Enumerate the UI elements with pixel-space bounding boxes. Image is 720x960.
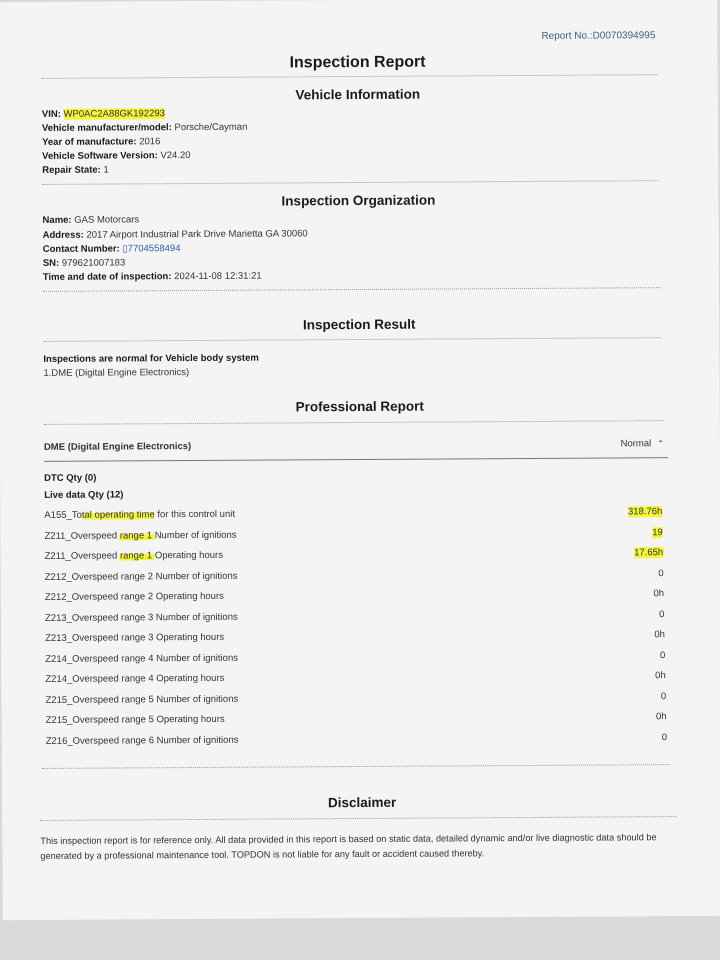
live-data-value: 0	[658, 567, 664, 579]
org-time-value: 2024-11-08 12:31:21	[174, 270, 262, 283]
live-data-row	[45, 650, 665, 665]
org-name-label: Name:	[42, 214, 72, 226]
live-data-label-rest: Number of ignitions	[154, 529, 237, 541]
live-data-row	[45, 629, 665, 644]
repair-label: Repair State:	[42, 164, 101, 176]
divider	[42, 180, 658, 185]
repair-line	[42, 165, 109, 176]
live-data-value: 0	[659, 608, 665, 620]
result-item: 1.DME (Digital Engine Electronics)	[43, 367, 190, 379]
vin-value: WP0AC2A88GK192293	[63, 108, 165, 120]
result-heading: Inspection Result	[302, 316, 416, 333]
divider	[40, 816, 676, 821]
live-data-row	[46, 732, 667, 747]
organization-heading: Inspection Organization	[281, 192, 436, 209]
software-line	[42, 150, 190, 162]
live-data-value: 0h	[655, 670, 666, 682]
org-address-label: Address:	[42, 229, 84, 241]
live-data-row	[45, 568, 664, 583]
divider	[44, 420, 664, 425]
module-status[interactable]	[621, 438, 664, 449]
live-qty	[44, 489, 123, 500]
live-data-value: 17.65h	[634, 547, 664, 559]
org-sn-label: SN:	[42, 257, 60, 269]
report-number: Report No.:D0070394995	[541, 30, 656, 42]
live-data-value: 0h	[653, 588, 665, 600]
org-address-line	[43, 228, 308, 241]
divider	[43, 337, 661, 342]
live-data-label: Z211_Overspeed	[44, 529, 120, 542]
live-data-label-rest: Operating hours	[154, 549, 223, 562]
live-data-label: Z214_Overspeed range 4 Number of ignitions	[45, 652, 239, 665]
model-value: Porsche/Cayman	[174, 121, 248, 134]
live-data-label-rest: for this control unit	[154, 508, 236, 521]
result-summary-text: Inspections are normal for Vehicle body system	[43, 352, 259, 365]
live-data-value: 318.76h	[627, 506, 663, 518]
org-name-value: GAS Motorcars	[74, 214, 140, 226]
year-value: 2016	[139, 136, 161, 148]
org-contact-label: Contact Number:	[42, 243, 120, 255]
disclaimer-text: This inspection report is for reference only. All data provided in this report is based on static data, detailed dynamic and/or live diagnostic data should be generated by a professional maintenance tool. TOPDON is not liable for any fault or accident caused thereby.	[40, 832, 657, 861]
org-sn-value: 979621007183	[61, 257, 126, 269]
live-data-row	[44, 527, 662, 542]
divider	[43, 287, 661, 292]
org-time-label: Time and date of inspection:	[42, 271, 172, 283]
live-data-row	[45, 670, 665, 685]
live-data-label: Z214_Overspeed range 4 Operating hours	[45, 672, 225, 685]
vehicle-heading: Vehicle Information	[295, 86, 421, 103]
software-value: V24.20	[160, 150, 191, 162]
live-data-value: 0h	[655, 711, 667, 723]
dtc-qty	[44, 473, 96, 484]
live-data-row	[45, 588, 664, 603]
live-data-label: Z213_Overspeed range 3 Number of ignitions	[44, 611, 238, 624]
dtc-qty-text: DTC Qty (0)	[44, 472, 97, 484]
vin-label: VIN:	[41, 108, 61, 120]
repair-value: 1	[103, 164, 109, 176]
live-data-value: 0	[660, 690, 667, 702]
result-summary	[43, 353, 258, 365]
model-label: Vehicle manufacturer/model:	[41, 122, 172, 134]
live-data-row	[45, 691, 666, 706]
live-data-row	[44, 506, 662, 521]
module-divider	[44, 457, 668, 462]
live-data-value: 0	[661, 731, 668, 743]
module-status-label: Normal	[620, 438, 652, 450]
live-data-row	[45, 547, 664, 562]
divider	[42, 74, 658, 79]
live-data-label: Z213_Overspeed range 3 Operating hours	[45, 631, 225, 644]
year-line	[42, 136, 160, 148]
live-data-label: Z216_Overspeed range 6 Number of ignitions	[45, 734, 239, 747]
live-data-value: 0	[659, 649, 666, 661]
live-data-label: Z215_Overspeed range 5 Number of ignitions	[45, 693, 239, 706]
live-qty-text: Live data Qty (12)	[44, 489, 124, 501]
org-contact-line	[43, 243, 181, 255]
org-sn-line	[43, 257, 125, 269]
live-data-value: 19	[652, 526, 663, 538]
live-data-label: A155_To	[44, 509, 82, 521]
module-header[interactable]	[44, 438, 664, 453]
professional-heading: Professional Report	[295, 398, 424, 415]
live-data-label: Z215_Overspeed range 5 Operating hours	[45, 713, 225, 726]
live-data-label: Z212_Overspeed range 2 Operating hours	[44, 590, 224, 603]
live-data-label-highlight: tal operating time	[81, 509, 155, 521]
org-contact-value[interactable]: ▯7704558494	[122, 243, 181, 255]
disclaimer-heading: Disclaimer	[327, 794, 397, 811]
org-time-line	[43, 271, 262, 283]
vin-line	[42, 108, 165, 120]
model-line	[42, 122, 247, 134]
software-label: Vehicle Software Version:	[42, 150, 158, 162]
module-name: DME (Digital Engine Electronics)	[43, 441, 192, 453]
year-label: Year of manufacture:	[42, 136, 137, 148]
live-data-value: 0h	[654, 629, 665, 641]
chevron-up-icon[interactable]: ⌃	[657, 439, 664, 449]
divider	[42, 764, 670, 769]
live-data-label: Z212_Overspeed range 2 Number of ignitions	[44, 570, 238, 583]
live-data-label-highlight: range 1	[119, 550, 155, 562]
live-data-row	[46, 711, 667, 726]
org-address-value: 2017 Airport Industrial Park Drive Marietta GA 30060	[86, 228, 308, 241]
live-data-row	[45, 609, 665, 624]
org-name-line	[43, 214, 140, 226]
live-data-label: Z211_Overspeed	[44, 550, 120, 562]
report-title: Inspection Report	[289, 53, 426, 72]
live-data-label-highlight: range 1	[119, 529, 155, 541]
